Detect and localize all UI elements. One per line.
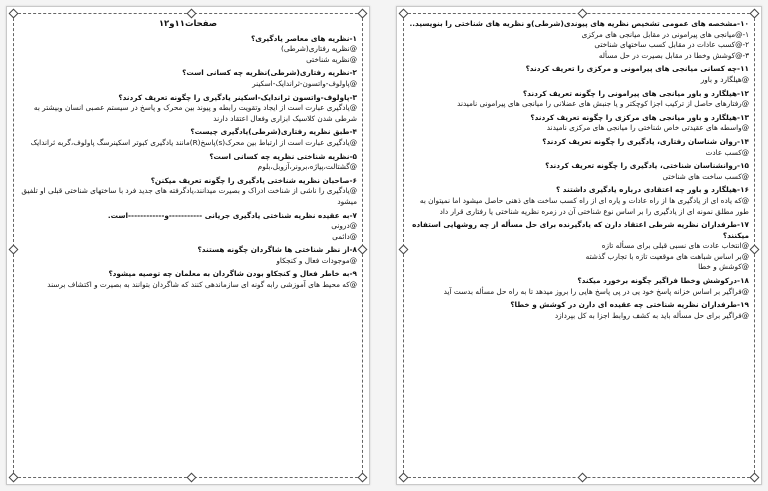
question: ۷-به عقیده نظریه شناختی یادگیری جریانی -----------و------------است.	[107, 210, 357, 220]
answer: @یادگیری عبارت است از ایجاد وتقویت رابطه و پیوند بین محرک و پاسخ در سیستم عصبی انسان وبیشتر به شرطی شدن کلاسیک ابزاری وفعال اعتقاد دارند	[33, 103, 357, 123]
answer: @رفتارهای حاصل از ترکیب اجزا کوچکتر و یا جنبش های عضلانی را میانجی های پیرامونی نامیدند	[457, 99, 749, 109]
answer: @واسطه های عقیدتی خاص شناختی را میانجی های مرکزی نامیدند	[546, 123, 749, 133]
intro-answer: ۱-@میانجی های پیرامونی در مقابل میانجی های مرکزی	[581, 29, 749, 39]
answer: @انتخاب عادت های نسبی قبلی برای مسأله تازه	[601, 241, 749, 251]
question: ۱۲-هیلگارد و باور میانجی های پیرامونی را چگونه تعریف کردند؟	[522, 88, 749, 98]
question: ۸-از نظر شناختی ها شاگردان چگونه هستند؟	[197, 245, 357, 255]
answer: @کسب ساخت های شناختی	[662, 171, 749, 181]
answer: @پاولوف-واتسون-ثراندایک-اسکینر	[252, 78, 357, 88]
question: ۱۱-چه کسانی میانجی های پیرامونی و مرکزی را تعریف کردند؟	[525, 64, 749, 74]
question: ۵-نظریه شناختی نظریه چه کسانی است؟	[209, 151, 357, 161]
answer: @که یاده ای از یادگیری ها از راه عادات و یاره ای از راه کسب ساخت های ذهنی حاصل میشود اما نمیتوان به طور مطلق نمونه ای از یادگیری را بر اساس نوع شناختی آن در زمره نظریه شناختی یا رفتاری قرار داد	[419, 195, 749, 216]
intro-question: ۱۰-مشخصه های عمومی تشخیص نظریه های پیوندی(شرطی)و نظریه های شناختی را بنویسید..	[409, 19, 749, 28]
question: ۶-صاحبان نظریه شناختی یادگیری را چگونه تعریف میکنن؟	[150, 175, 357, 185]
question: ۱۳-هیلگارد و باور میانجی های مرکزی را چگونه تعریف کردند؟	[530, 112, 749, 122]
answer: @بر اساس شباهت های موقعیت تازه با تجارب گذشته	[585, 251, 749, 261]
answer: @دائمی	[332, 231, 357, 241]
question: ۱۵-روانشناسان شناختی، یادگیری را چگونه تعریف کردند؟	[545, 161, 749, 171]
left-page-content	[19, 19, 357, 474]
intro-answer: ۳-@کوشش وخطا در مقابل بصیرت در حل مسأله	[598, 50, 749, 60]
question: ۱۶-هیلگارد و باور چه اعتقادی درباره یادگیری داشتند ؟	[556, 185, 749, 195]
question: ۹-به خاطر فعال و کنجکاو بودن شاگردان به معلمان چه توصیه میشود؟	[108, 269, 357, 279]
question: ۱۹-طرفداران نظریه شناختی چه عقیده ای دارن در کوشش و خطا؟	[510, 300, 749, 310]
question: ۱۴-روان شناسان رفتاری، یادگیری را چگونه تعریف کردند؟	[542, 136, 749, 146]
answer: @موجودات فعال و کنجکاو	[276, 255, 357, 265]
question: ۱۸-درکوشش وخطا فراگیر چگونه برخورد میکند؟	[577, 276, 749, 286]
question: ۴-طبق نظریه رفتاری(شرطی)یادگیری چیست؟	[190, 127, 357, 137]
page-title: صفحات۱۱و۱۲	[158, 19, 218, 29]
intro-answer-list	[409, 30, 749, 62]
left-page	[6, 6, 370, 485]
answer: @فراگیر برای حل مسأله باید به کشف روابط اجزا به کل بپردازد	[554, 310, 749, 320]
answer: @که محیط های آموزشی رابه گونه ای سازماندهی کنند که شاگردان بتوانند به بصیرت و اکتشاف برسند	[47, 280, 357, 290]
answer: @گشتالت،پیاژه،برونر،آزوبل،بلوم	[257, 162, 357, 172]
question: ۱-نظریه های معاصر یادگیری؟	[250, 33, 357, 43]
right-page-content	[409, 19, 749, 474]
answer: @یادگیری را ناشی از شناخت ادراک و بصیرت میدانند،یادگرفته های جدید فرد با ساختهای شناختی قبلی او تلفیق میشود	[21, 186, 357, 206]
answer: @فراگیر بر اساس خزانه پاسخ خود یی در پی پاسخ هایی را بروز میدهد تا به راه حل مسأله بدست آید	[443, 286, 749, 296]
question: ۱۷-طرفداران نظریه شرطی اعتقاد دارن که یادگیرنده برای حل مسأله از چه روشهایی استفاده میکنند؟	[412, 220, 749, 240]
answer: @یادگیری عبارت است از ارتباط بین محرک(s)پاسخ(R)مانند یادگیری کبوتر اسکینرسگ پاولوف،گربه ثراندایک	[30, 137, 357, 147]
question: ۳-پاولوف-واتسون ثراندایک-اسکینر یادگیری را چگونه تعریف کردند؟	[118, 92, 357, 102]
answer: @نظریه شناختی	[306, 54, 357, 64]
answer: @کوشش و خطا	[698, 262, 749, 272]
answer: @کسب عادت	[705, 147, 749, 157]
answer: @درونی	[331, 221, 357, 231]
question: ۲-نظریه رفتاری(شرطی)نظریه چه کسانی است؟	[182, 68, 357, 78]
intro-answer: ۲-@کسب عادات در مقابل کسب ساختهای شناختی	[594, 40, 749, 50]
answer: @هیلگارد و باور	[700, 74, 749, 84]
answer: @نظریه رفتاری(شرطی)	[281, 44, 357, 54]
right-page	[396, 6, 762, 485]
